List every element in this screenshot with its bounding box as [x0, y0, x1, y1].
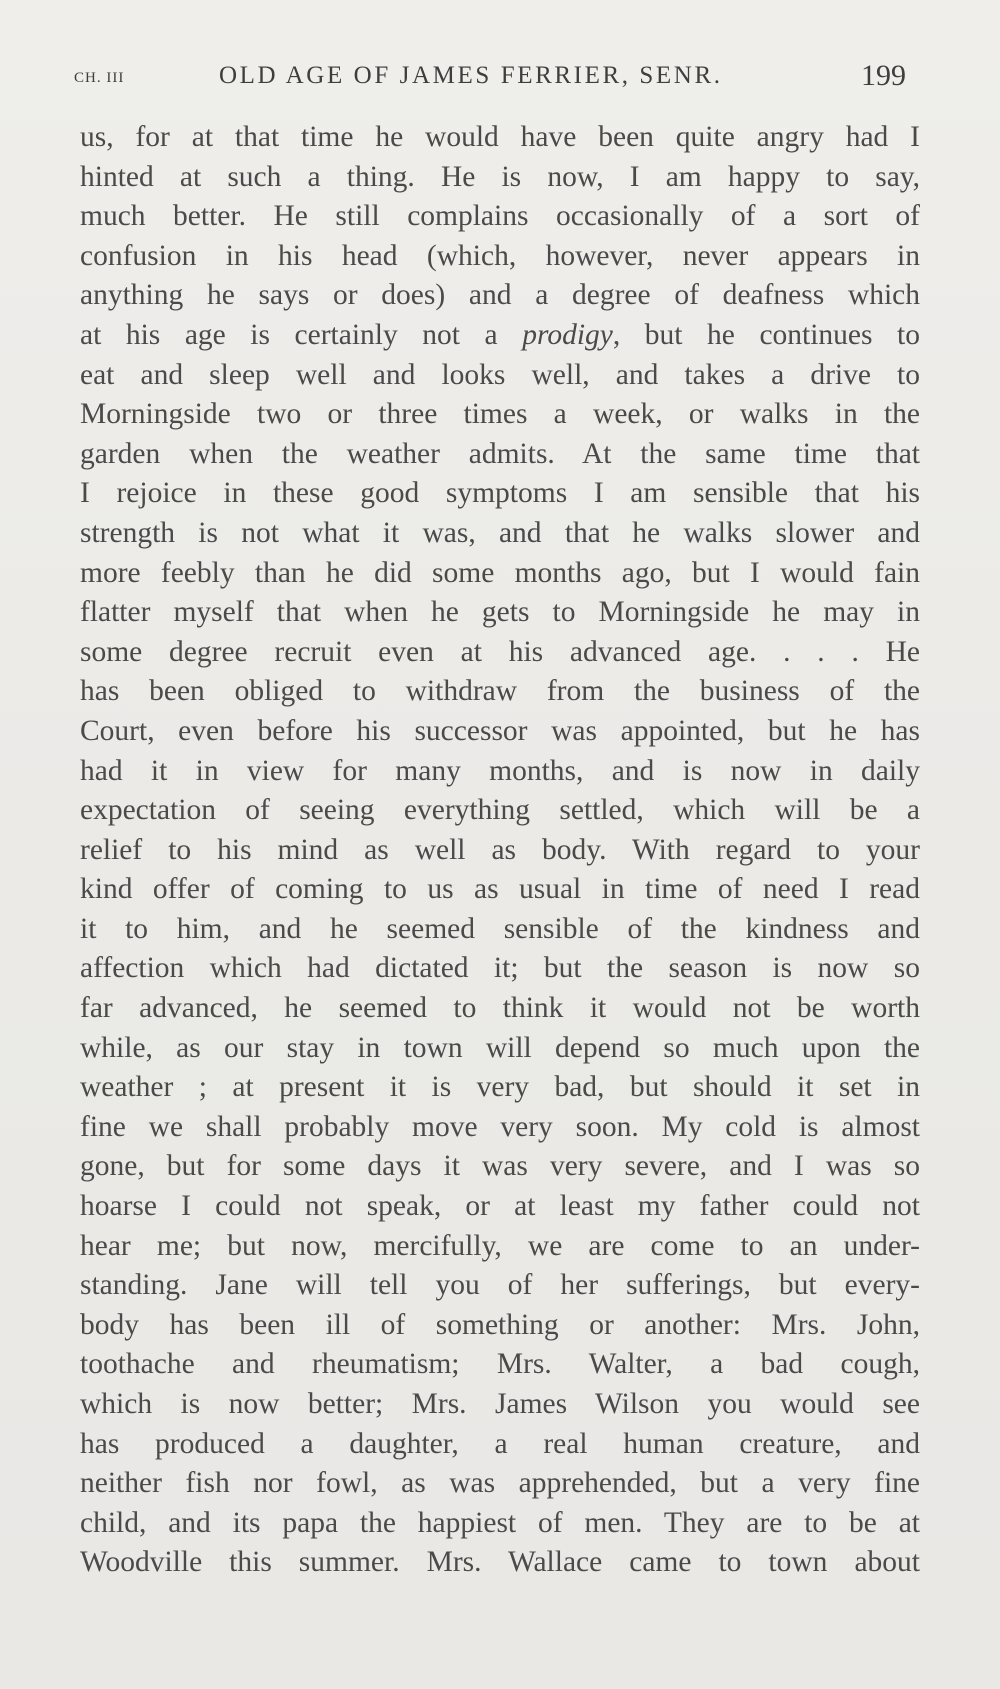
text-line: gone, but for some days it was very severe, and I was so: [80, 1150, 920, 1183]
running-header: [74, 56, 914, 96]
text-line: us, for at that time he would have been quite angry had I: [80, 121, 920, 153]
text-line: hear me; but now, mercifully, we are come to an under-: [80, 1229, 920, 1262]
text-line: relief to his mind as well as body. With regard to your: [80, 833, 920, 866]
text-line: Woodville this summer. Mrs. Wallace came to town about: [80, 1546, 920, 1579]
text-line: kind offer of coming to us as usual in time of need I read: [80, 873, 920, 906]
text-line: some degree recruit even at his advanced age. . . . He: [80, 635, 920, 668]
text-line: Court, even before his successor was appointed, but he has: [80, 714, 920, 747]
text-line: while, as our stay in town will depend so much upon the: [80, 1031, 920, 1064]
page-number: 199: [861, 59, 906, 92]
text-line: eat and sleep well and looks well, and takes a drive to: [80, 358, 920, 391]
text-line: hoarse I could not speak, or at least my father could not: [80, 1190, 920, 1223]
text-line: toothache and rheumatism; Mrs. Walter, a bad cough,: [80, 1348, 920, 1381]
text-line: weather ; at present it is very bad, but should it set in: [80, 1071, 920, 1104]
text-line: hinted at such a thing. He is now, I am happy to say,: [80, 160, 920, 193]
text-line: which is now better; Mrs. James Wilson you would see: [80, 1388, 920, 1420]
text-line: body has been ill of something or another: Mrs. John,: [80, 1308, 920, 1341]
italic-emphasis: prodigy: [522, 318, 613, 351]
text-line: expectation of seeing everything settled, which will be a: [80, 794, 920, 827]
text-line: has produced a daughter, a real human creature, and: [80, 1427, 920, 1460]
text-line: garden when the weather admits. At the same time that: [80, 437, 920, 470]
text-line: neither fish nor fowl, as was apprehended, but a very fine: [80, 1467, 920, 1500]
text-line: has been obliged to withdraw from the business of the: [80, 675, 920, 708]
text-line: standing. Jane will tell you of her sufferings, but every-: [80, 1269, 920, 1302]
text-line: confusion in his head (which, however, never appears in: [80, 239, 920, 272]
text-line: affection which had dictated it; but the season is now so: [80, 952, 920, 985]
text-line: far advanced, he seemed to think it would not be worth: [80, 992, 920, 1025]
text-line: Morningside two or three times a week, or walks in the: [80, 398, 920, 431]
body-text: [80, 118, 920, 1583]
text-line: it to him, and he seemed sensible of the kindness and: [80, 912, 920, 945]
text-line: much better. He still complains occasionally of a sort of: [80, 200, 920, 233]
text-line: I rejoice in these good symptoms I am sensible that his: [80, 477, 920, 510]
text-line: at his age is certainly not a prodigy, but he continues to: [80, 318, 921, 351]
text-line: flatter myself that when he gets to Morningside he may in: [80, 596, 920, 629]
text-line: anything he says or does) and a degree of deafness which: [80, 279, 920, 312]
text-line: fine we shall probably move very soon. My cold is almost: [80, 1110, 920, 1143]
text-line: more feebly than he did some months ago, but I would fain: [80, 556, 920, 589]
text-line: had it in view for many months, and is now in daily: [80, 754, 920, 787]
running-title: OLD AGE OF JAMES FERRIER, SENR.: [219, 62, 723, 89]
text-line: child, and its papa the happiest of men. They are to be at: [80, 1506, 920, 1539]
text-line: strength is not what it was, and that he walks slower and: [80, 516, 920, 549]
chapter-label: CH. III: [74, 70, 125, 86]
